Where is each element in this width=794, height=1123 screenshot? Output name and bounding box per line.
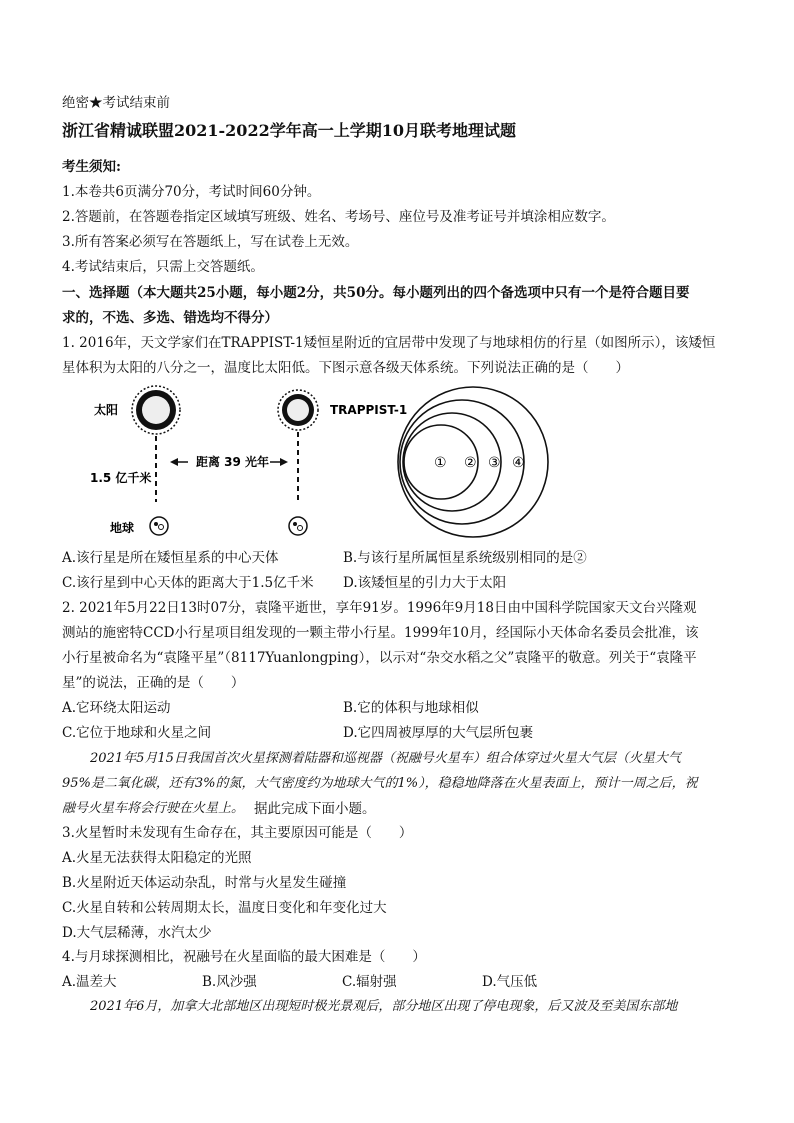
passage-1: 2021年5月15日我国首次火星探测着陆器和巡视器（祝融号火星车）组合体穿过火星大气层（火星大气 (90, 751, 681, 766)
passage-1: 融号火星车将会行驶在火星上。 (62, 801, 245, 816)
passage-1: 95%是二氧化碳，还有3%的氮，大气密度约为地球大气的1%），稳稳地降落在火星表面上，预计一周之后，祝 (62, 776, 698, 791)
page-title: 浙江省精诚联盟2021-2022学年高一上学期10月联考地理试题 (62, 121, 516, 140)
circle-label-3: ③ (488, 455, 501, 471)
q2-stem: 星”的说法，正确的是（ ） (62, 675, 245, 691)
q3-stem: 3.火星暂时未发现有生命存在，其主要原因可能是（ ） (62, 825, 413, 841)
section-heading: 求的，不选、多选、错选均不得分） (62, 310, 278, 326)
q1-stem: 1. 2016年，天文学家们在TRAPPIST-1矮恒星附近的宜居带中发现了与地球相仿的行星（如图所示），该矮恒 (62, 335, 716, 351)
q1-option-c: C.该行星到中心天体的距离大于1.5亿千米 (62, 575, 314, 591)
planet-icon (289, 517, 307, 535)
q4-option-b: B.风沙强 (202, 974, 257, 990)
notice-item: 1.本卷共6页满分70分，考试时间60分钟。 (62, 184, 321, 200)
circle-label-2: ② (464, 455, 477, 471)
trappist-star-icon (278, 390, 318, 430)
secret-header: 绝密★考试结束前 (62, 95, 170, 111)
q2-stem: 2. 2021年5月22日13时07分，袁隆平逝世，享年91岁。1996年9月18日由中国科学院国家天文台兴隆观 (62, 600, 697, 616)
q2-option-a: A.它环绕太阳运动 (62, 700, 171, 716)
q4-option-a: A.温差大 (62, 974, 117, 990)
q1-figure (62, 378, 742, 548)
q2-option-b: B.它的体积与地球相似 (343, 700, 479, 716)
q4-option-d: D.气压低 (482, 974, 538, 990)
q2-option-c: C.它位于地球和火星之间 (62, 725, 212, 741)
q1-stem: 星体积为太阳的八分之一，温度比太阳低。下图示意各级天体系统。下列说法正确的是（ ） (62, 360, 629, 376)
q4-option-c: C.辐射强 (342, 974, 397, 990)
circle-label-4: ④ (512, 455, 525, 471)
q2-stem: 测站的施密特CCD小行星项目组发现的一颗主带小行星。1999年10月，经国际小天体命名委员会批准，该 (62, 625, 699, 641)
notice-item: 3.所有答案必须写在答题纸上，写在试卷上无效。 (62, 234, 359, 250)
q4-stem: 4.与月球探测相比，祝融号在火星面临的最大困难是（ ） (62, 949, 426, 965)
passage-2: 2021年6月，加拿大北部地区出现短时极光景观后，部分地区出现了停电现象，后又波及至美国东部地 (90, 999, 678, 1014)
circle-label-1: ① (434, 455, 447, 471)
q1-option-b: B.与该行星所属恒星系统级别相同的是② (343, 550, 587, 566)
notice-heading: 考生须知: (62, 159, 121, 175)
passage-1-instruction: 据此完成下面小题。 (254, 801, 376, 817)
q3-option-c: C.火星自转和公转周期太长，温度日变化和年变化过大 (62, 900, 387, 916)
sun-label: 太阳 (94, 403, 119, 417)
q3-option-b: B.火星附近天体运动杂乱，时常与火星发生碰撞 (62, 875, 347, 891)
earth-label: 地球 (110, 521, 135, 535)
q2-option-d: D.它四周被厚厚的大气层所包裹 (343, 725, 534, 741)
distance-left-label: 1.5 亿千米 (90, 471, 152, 485)
notice-item: 4.考试结束后，只需上交答题纸。 (62, 259, 264, 275)
trappist-label: TRAPPIST-1 (330, 403, 408, 417)
q1-option-a: A.该行星是所在矮恒星系的中心天体 (62, 550, 279, 566)
distance-label: 距离 39 光年 (196, 455, 270, 469)
notice-item: 2.答题前，在答题卷指定区域填写班级、姓名、考场号、座位号及准考证号并填涂相应数字。 (62, 209, 615, 225)
earth-icon (150, 517, 168, 535)
sun-icon (132, 386, 180, 434)
q3-option-a: A.火星无法获得太阳稳定的光照 (62, 850, 252, 866)
q3-option-d: D.大气层稀薄，水汽太少 (62, 925, 212, 941)
section-heading: 一、选择题（本大题共25小题，每小题2分，共50分。每小题列出的四个备选项中只有一个是符合题目要 (62, 285, 690, 301)
q1-option-d: D.该矮恒星的引力大于太阳 (343, 575, 507, 591)
q2-stem: 小行星被命名为“袁隆平星”（8117Yuanlongping），以示对“杂交水稻之父”袁隆平的敬意。列关于“袁隆平 (62, 650, 697, 666)
